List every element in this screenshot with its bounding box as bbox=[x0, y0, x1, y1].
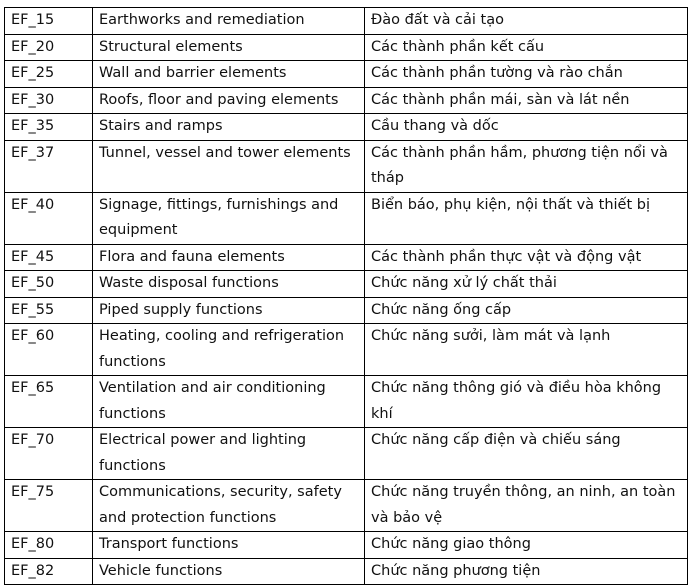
table-row bbox=[5, 61, 688, 88]
english-name-cell: Signage, fittings, furnishings and equipment bbox=[93, 192, 365, 244]
table-row bbox=[5, 114, 688, 141]
code-cell: EF_45 bbox=[5, 244, 93, 271]
english-name-cell: Wall and barrier elements bbox=[93, 61, 365, 88]
english-name-cell: Heating, cooling and refrigeration functions bbox=[93, 324, 365, 376]
vietnamese-name-cell: Chức năng phương tiện bbox=[365, 558, 688, 585]
english-name-cell: Tunnel, vessel and tower elements bbox=[93, 140, 365, 192]
code-cell: EF_37 bbox=[5, 140, 93, 192]
english-name-cell: Transport functions bbox=[93, 532, 365, 559]
vietnamese-name-cell: Chức năng thông gió và điều hòa không khí bbox=[365, 376, 688, 428]
english-name-cell: Flora and fauna elements bbox=[93, 244, 365, 271]
english-name-cell: Waste disposal functions bbox=[93, 271, 365, 298]
table-row bbox=[5, 8, 688, 35]
vietnamese-name-cell: Các thành phần hầm, phương tiện nổi và tháp bbox=[365, 140, 688, 192]
table-row bbox=[5, 324, 688, 376]
table-row bbox=[5, 271, 688, 298]
code-cell: EF_65 bbox=[5, 376, 93, 428]
code-cell: EF_35 bbox=[5, 114, 93, 141]
english-name-cell: Structural elements bbox=[93, 34, 365, 61]
table-row bbox=[5, 558, 688, 585]
code-cell: EF_55 bbox=[5, 297, 93, 324]
vietnamese-name-cell: Chức năng giao thông bbox=[365, 532, 688, 559]
code-cell: EF_60 bbox=[5, 324, 93, 376]
code-cell: EF_15 bbox=[5, 8, 93, 35]
english-name-cell: Communications, security, safety and protection functions bbox=[93, 480, 365, 532]
english-name-cell: Stairs and ramps bbox=[93, 114, 365, 141]
vietnamese-name-cell: Chức năng sưởi, làm mát và lạnh bbox=[365, 324, 688, 376]
table-row bbox=[5, 244, 688, 271]
vietnamese-name-cell: Chức năng xử lý chất thải bbox=[365, 271, 688, 298]
vietnamese-name-cell: Cầu thang và dốc bbox=[365, 114, 688, 141]
vietnamese-name-cell: Chức năng truyền thông, an ninh, an toàn và bảo vệ bbox=[365, 480, 688, 532]
vietnamese-name-cell: Biển báo, phụ kiện, nội thất và thiết bị bbox=[365, 192, 688, 244]
table-row bbox=[5, 428, 688, 480]
english-name-cell: Vehicle functions bbox=[93, 558, 365, 585]
table-row bbox=[5, 192, 688, 244]
vietnamese-name-cell: Các thành phần kết cấu bbox=[365, 34, 688, 61]
code-cell: EF_80 bbox=[5, 532, 93, 559]
code-cell: EF_30 bbox=[5, 87, 93, 114]
code-cell: EF_40 bbox=[5, 192, 93, 244]
table-row bbox=[5, 532, 688, 559]
code-cell: EF_75 bbox=[5, 480, 93, 532]
vietnamese-name-cell: Các thành phần tường và rào chắn bbox=[365, 61, 688, 88]
english-name-cell: Piped supply functions bbox=[93, 297, 365, 324]
table-body bbox=[5, 8, 688, 585]
code-cell: EF_50 bbox=[5, 271, 93, 298]
table-row bbox=[5, 480, 688, 532]
code-cell: EF_70 bbox=[5, 428, 93, 480]
vietnamese-name-cell: Đào đất và cải tạo bbox=[365, 8, 688, 35]
english-name-cell: Roofs, floor and paving elements bbox=[93, 87, 365, 114]
vietnamese-name-cell: Các thành phần mái, sàn và lát nền bbox=[365, 87, 688, 114]
english-name-cell: Electrical power and lighting functions bbox=[93, 428, 365, 480]
english-name-cell: Ventilation and air conditioning functions bbox=[93, 376, 365, 428]
vietnamese-name-cell: Chức năng ống cấp bbox=[365, 297, 688, 324]
table-row bbox=[5, 376, 688, 428]
code-cell: EF_25 bbox=[5, 61, 93, 88]
table-row bbox=[5, 87, 688, 114]
classification-table bbox=[4, 7, 688, 585]
code-cell: EF_82 bbox=[5, 558, 93, 585]
table-row bbox=[5, 140, 688, 192]
table-row bbox=[5, 34, 688, 61]
table-row bbox=[5, 297, 688, 324]
code-cell: EF_20 bbox=[5, 34, 93, 61]
vietnamese-name-cell: Các thành phần thực vật và động vật bbox=[365, 244, 688, 271]
english-name-cell: Earthworks and remediation bbox=[93, 8, 365, 35]
vietnamese-name-cell: Chức năng cấp điện và chiếu sáng bbox=[365, 428, 688, 480]
